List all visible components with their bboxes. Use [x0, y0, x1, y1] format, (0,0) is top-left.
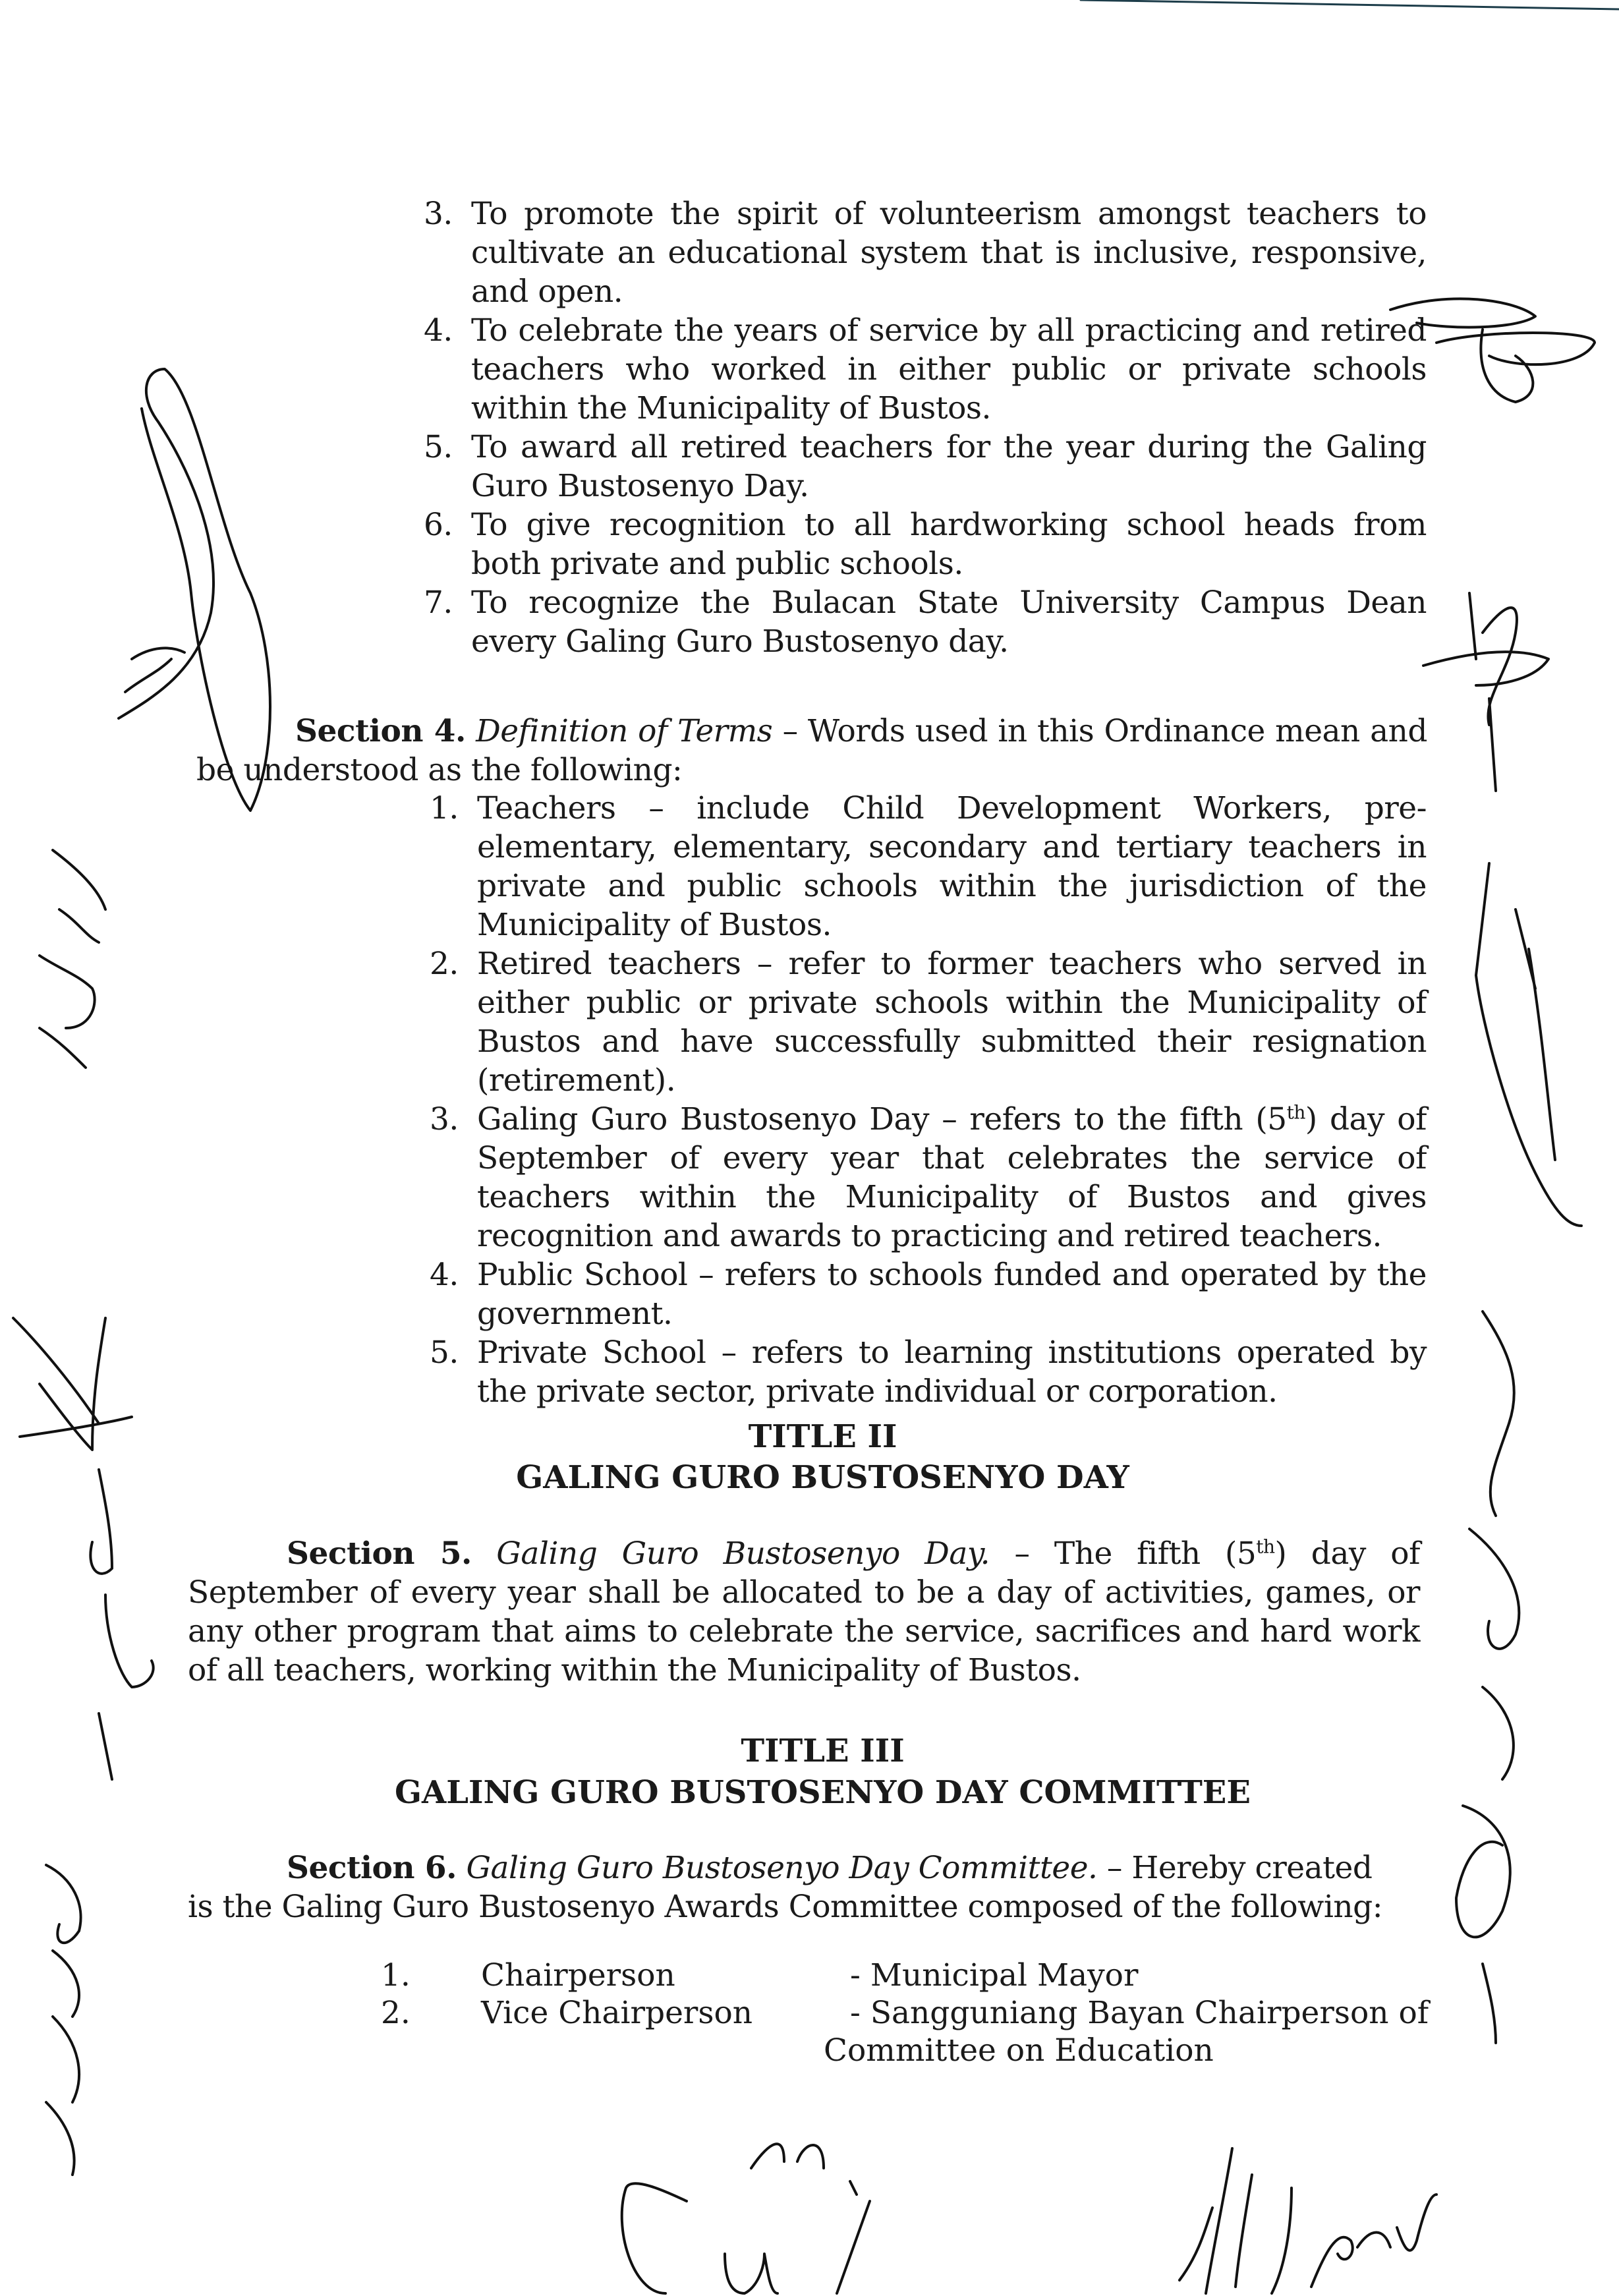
title-iii-number: TITLE III: [741, 1733, 905, 1769]
signature-5: [40, 850, 105, 1068]
list-item: 3. Galing Guro Bustosenyo Day – refers to the fifth (5th) day of September of every year that celebrates the service of teachers within the Municipality of Bustos and gives recognition and awards to practicing and retired teachers.: [430, 1101, 1427, 1254]
list-item: 3. To promote the spirit of volunteerism amongst teachers to cultivate an educational system that is inclusive, responsive, and open.: [424, 196, 1427, 310]
section-5-label: Section 5.: [287, 1535, 472, 1572]
list-item: 6. To give recognition to all hardworking school heads from both private and public schools.: [424, 507, 1427, 582]
section-5-paragraph: Section 5. Galing Guro Bustosenyo Day. – The fifth (5th) day of September of every year shall be allocated to be a day of activities, games, or any other program that aims to celebrate the service, sacrifices and hard work of all teachers, working within the Municipality of Bustos.: [188, 1535, 1420, 1688]
section-4-paragraph: Section 4. Definition of Terms – Words used in this Ordinance mean and be understood as the following:: [196, 713, 1427, 788]
section-6-label: Section 6.: [287, 1850, 457, 1886]
definition-list: [430, 789, 1427, 1411]
list-item: 5. To award all retired teachers for the year during the Galing Guro Bustosenyo Day.: [424, 429, 1427, 504]
list-item: 4. To celebrate the years of service by all practicing and retired teachers who worked in either public or private schools within the Municipality of Bustos.: [424, 312, 1427, 426]
list-item: 1. Teachers – include Child Development Workers, pre-elementary, elementary, secondary and tertiary teachers in private and public schools within the jurisdiction of the Municipality of Bustos.: [430, 790, 1427, 943]
list-item: 2. Retired teachers – refer to former teachers who served in either public or private schools within the Municipality of Bustos and have successfully submitted their resignation (retirement).: [430, 946, 1427, 1099]
signature-9: [622, 2144, 870, 2293]
signature-3: [1423, 593, 1548, 791]
list-item: 5. Private School – refers to learning institutions operated by the private sector, private individual or corporation.: [430, 1335, 1427, 1410]
title-iii-heading: GALING GURO BUSTOSENYO DAY COMMITTEE: [395, 1774, 1251, 1811]
title-ii-number: TITLE II: [748, 1418, 897, 1455]
list-item: 4. Public School – refers to schools funded and operated by the government.: [430, 1257, 1427, 1332]
objectives-list: [424, 194, 1427, 661]
signature-6: [13, 1318, 154, 1779]
page-edge-line: [1081, 0, 1619, 9]
committee-member-row-continuation: Committee on Education: [824, 2032, 1214, 2069]
signature-4: [1476, 863, 1581, 1226]
signature-7: [46, 1865, 81, 2175]
section-6-paragraph: Section 6. Galing Guro Bustosenyo Day Committee. – Hereby created is the Galing Guro Bustosenyo Awards Committee composed of the following:: [188, 1850, 1383, 1925]
document-page: 3. To promote the spirit of volunteerism amongst teachers to cultivate an educational system that is inclusive, responsive, and open. 4. To celebrate the years of service by all practicing and retired teachers who worked in either public or private schools within the Municipality of Bustos. 5. To award all retired teachers for the year during the Galing Guro Bustosenyo Day. 6. To give recognition to all hardworking school heads from both private and public schools. 7. To recognize the Bulacan State University Campus Dean every Galing Guro Bustosenyo day. Section 4. Definition of Terms – Words used in this Ordinance mean and be understood as the following: 1. Teachers – include Child Development Workers, pre-elementary, elementary, secondary and tertiary teachers in private and public schools within the jurisdiction of the Municipality of Bustos. 2. Retired teachers – refer to former teachers who served in either public or private schools within the Municipality of Bustos and have successfully submitted their resignation (retirement). 3. Galing Guro Bustosenyo Day – refers to the fifth (5th) day of September of every year that celebrates the service of teachers within the Municipality of Bustos and gives recognition and awards to practicing and retired teachers. 4. Public School – refers to schools funded and operated by the government. 5. Private School – refers to learning institutions operated by the private sector, private individual or corporation. TITLE II GALING GURO BUSTOSENYO DAY Section 5. Galing Guro Bustosenyo Day. – The fifth (5th) day of September of every year shall be allocated to be a day of activities, games, or any other program that aims to celebrate the service, sacrifices and hard work of all teachers, working within the Municipality of Bustos. TITLE III GALING GURO BUSTOSENYO DAY COMMITTEE Section 6. Galing Guro Bustosenyo Day Committee. – Hereby created is the Galing Guro Bustosenyo Awards Committee composed of the following: 1. Chairperson - Municipal Mayor 2. Vice Chairperson - Sangguniang Bayan Chairperson of Committee on Education: [0, 0, 1619, 2296]
section-6-heading: Galing Guro Bustosenyo Day Committee.: [466, 1850, 1098, 1886]
signature-10: [1179, 2148, 1436, 2293]
list-item: 7. To recognize the Bulacan State University Campus Dean every Galing Guro Bustosenyo day.: [424, 585, 1427, 660]
section-4-label: Section 4.: [295, 713, 466, 749]
section-5-heading: Galing Guro Bustosenyo Day.: [496, 1535, 990, 1572]
section-4-heading: Definition of Terms: [476, 713, 773, 749]
title-ii-heading: GALING GURO BUSTOSENYO DAY: [516, 1459, 1129, 1496]
